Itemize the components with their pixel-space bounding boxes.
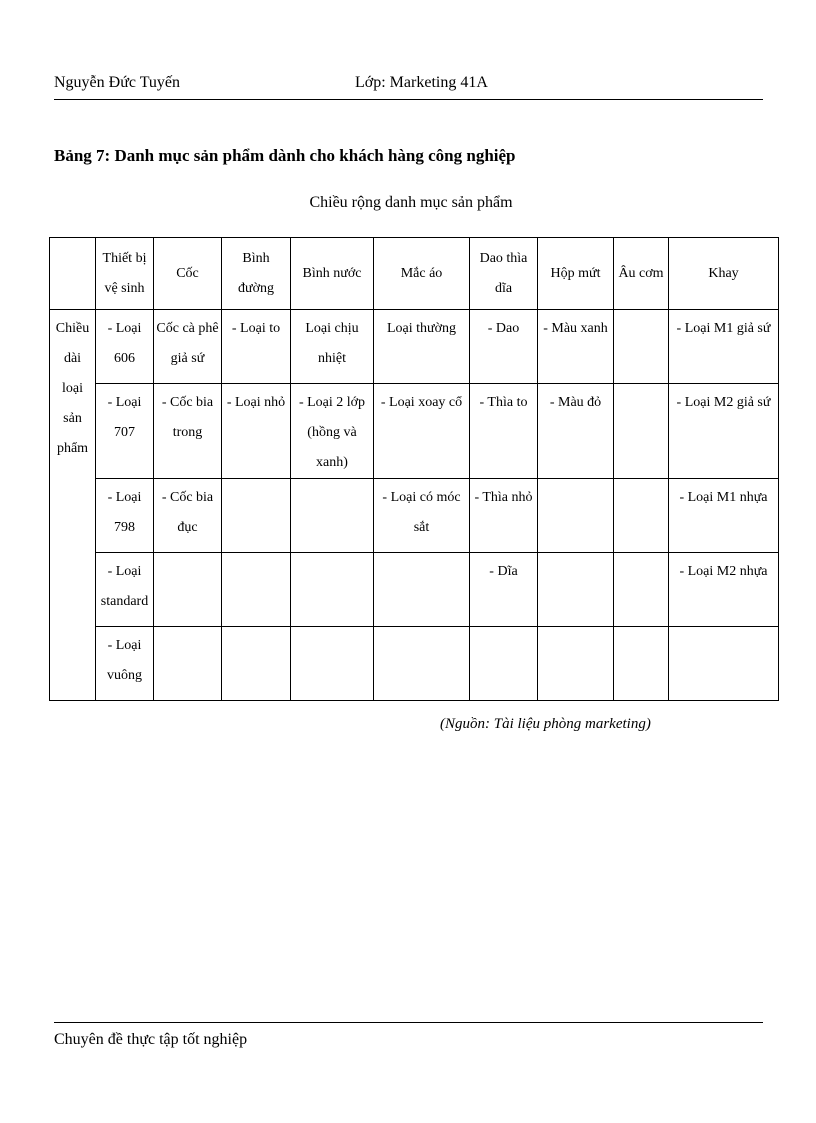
- row-header: Chiều dài loại sản phẩm: [50, 310, 96, 701]
- table-cell: [291, 553, 374, 627]
- column-header: Bình đường: [222, 238, 291, 310]
- table-cell: - Màu xanh: [538, 310, 614, 384]
- table-cell: - Dao: [470, 310, 538, 384]
- table-cell: - Màu đỏ: [538, 384, 614, 479]
- table-cell: - Cốc bia đục: [154, 479, 222, 553]
- table-cell: [614, 553, 669, 627]
- class-name: Lớp: Marketing 41A: [355, 74, 488, 91]
- table-cell: [222, 553, 291, 627]
- corner-cell: [50, 238, 96, 310]
- table-cell: - Loại to: [222, 310, 291, 384]
- table-cell: Loại thường: [374, 310, 470, 384]
- table-cell: [291, 479, 374, 553]
- subtitle-text: Chiều rộng danh mục sản phẩm: [309, 194, 513, 211]
- column-header: Bình nước: [291, 238, 374, 310]
- author-name: Nguyễn Đức Tuyến: [54, 74, 181, 91]
- table-row: [50, 479, 779, 553]
- column-header: Mắc áo: [374, 238, 470, 310]
- table-cell: - Loại có móc sắt: [374, 479, 470, 553]
- table-cell: [614, 384, 669, 479]
- column-header: Khay: [669, 238, 779, 310]
- table-cell: [291, 627, 374, 701]
- table-row: [50, 384, 779, 479]
- table-cell: [470, 627, 538, 701]
- table-header-row: [50, 238, 779, 310]
- table-cell: - Loại standard: [96, 553, 154, 627]
- table-cell: [538, 627, 614, 701]
- table-cell: - Loại nhỏ: [222, 384, 291, 479]
- table-cell: - Loại M2 giả sứ: [669, 384, 779, 479]
- table-cell: - Loại 2 lớp (hồng và xanh): [291, 384, 374, 479]
- table-cell: - Loại M2 nhựa: [669, 553, 779, 627]
- table-subtitle: [0, 194, 816, 212]
- table-cell: - Loại M1 giả sứ: [669, 310, 779, 384]
- table-cell: - Cốc bia trong: [154, 384, 222, 479]
- table-row: [50, 553, 779, 627]
- table-cell: [614, 627, 669, 701]
- table-cell: [669, 627, 779, 701]
- table-cell: [538, 553, 614, 627]
- table-cell: [374, 553, 470, 627]
- table-cell: - Loại M1 nhựa: [669, 479, 779, 553]
- table-cell: [614, 479, 669, 553]
- table-cell: - Thìa to: [470, 384, 538, 479]
- table-cell: [154, 553, 222, 627]
- table-cell: Cốc cà phê giả sứ: [154, 310, 222, 384]
- table-cell: [614, 310, 669, 384]
- column-header: Thiết bị vệ sinh: [96, 238, 154, 310]
- table-cell: - Loại 707: [96, 384, 154, 479]
- table-cell: - Loại vuông: [96, 627, 154, 701]
- table-cell: [154, 627, 222, 701]
- table-cell: - Loại xoay cổ: [374, 384, 470, 479]
- column-header: Dao thìa dĩa: [470, 238, 538, 310]
- table-cell: - Dĩa: [470, 553, 538, 627]
- header-rule: [54, 99, 763, 100]
- product-mix-table: [49, 237, 779, 701]
- table-row: [50, 310, 779, 384]
- column-header: Hộp mứt: [538, 238, 614, 310]
- table-cell: [538, 479, 614, 553]
- footer-text: Chuyên đề thực tập tốt nghiệp: [54, 1031, 248, 1048]
- footer-rule: [54, 1022, 763, 1023]
- table-cell: [222, 627, 291, 701]
- table-cell: - Loại 606: [96, 310, 154, 384]
- column-header: Cốc: [154, 238, 222, 310]
- column-header: Âu cơm: [614, 238, 669, 310]
- table-cell: - Loại 798: [96, 479, 154, 553]
- table-cell: Loại chịu nhiệt: [291, 310, 374, 384]
- table-title: Bảng 7: Danh mục sản phẩm dành cho khách hàng công nghiệp: [54, 146, 516, 165]
- table-row: [50, 627, 779, 701]
- table-cell: - Thìa nhỏ: [470, 479, 538, 553]
- table-cell: [374, 627, 470, 701]
- table-cell: [222, 479, 291, 553]
- source-note: (Nguồn: Tài liệu phòng marketing): [440, 716, 651, 732]
